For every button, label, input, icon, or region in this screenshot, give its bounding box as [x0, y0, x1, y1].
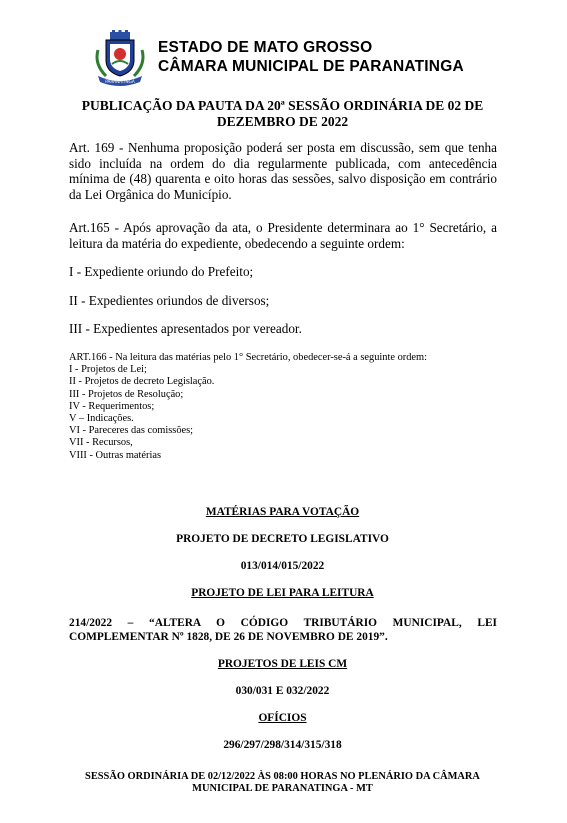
- section-heading-leis-cm: PROJETOS DE LEIS CM: [217, 658, 348, 670]
- letterhead: [92, 30, 512, 86]
- section-heading-lei-leitura: PROJETO DE LEI PARA LEITURA: [191, 587, 374, 599]
- page-title: PUBLICAÇÃO DA PAUTA DA 20ª SESSÃO ORDINÁRIA DE 02 DE DEZEMBRO DE 2022: [81, 98, 484, 129]
- section-heading-oficios: OFÍCIOS: [258, 712, 307, 724]
- section-heading-decreto: PROJETO DE DECRETO LEGISLATIVO: [176, 533, 389, 545]
- expediente-item: II - Expedientes oriundos de diversos;: [69, 293, 270, 308]
- lei-leitura-text: 214/2022 – “ALTERA O CÓDIGO TRIBUTÁRIO MUNICIPAL, LEI COMPLEMENTAR Nº 1828, DE 26 DE NOVEMBRO DE 2019”.: [69, 617, 497, 643]
- expediente-item: I - Expediente oriundo do Prefeito;: [69, 264, 254, 279]
- oficios-numbers: 296/297/298/314/315/318: [223, 739, 342, 751]
- decreto-numbers: 013/014/015/2022: [240, 560, 325, 572]
- municipal-coat-of-arms-icon: [92, 30, 148, 86]
- art-166-item: III - Projetos de Resolução;: [69, 388, 184, 400]
- art-169-paragraph: Art. 169 - Nenhuma proposição poderá ser posta em discussão, sem que tenha sido incluída na ordem do dia regularmente publicada, com antecedência mínima de (48) quarenta e oito horas das sessões, salvo disposição em contrário da Lei Orgânica do Município.: [69, 140, 497, 202]
- leis-cm-numbers: 030/031 E 032/2022: [235, 685, 330, 697]
- letterhead-state: ESTADO DE MATO GROSSO: [158, 39, 373, 56]
- art-166-item: V – Indicações.: [69, 413, 134, 425]
- art-166-list: [69, 352, 427, 462]
- art-166-intro: ART.166 - Na leitura das matérias pelo 1° Secretário, obedecer-se-á a seguinte ordem:: [69, 352, 427, 363]
- art-166-item: VI - Pareceres das comissões;: [69, 425, 194, 437]
- session-footer: SESSÃO ORDINÁRIA DE 02/12/2022 ÀS 08:00 HORAS NO PLENÁRIO DA CÂMARA MUNICIPAL DE PARANATINGA - MT: [85, 771, 480, 795]
- art-166-item: II - Projetos de decreto Legislação.: [69, 376, 215, 388]
- art-166-item: VII - Recursos,: [69, 437, 133, 449]
- art-166-item: VIII - Outras matérias: [69, 449, 162, 461]
- art-165-paragraph: Art.165 - Após aprovação da ata, o Presidente determinara ao 1° Secretário, a leitura da matéria do expediente, obedecendo a seguinte ordem:: [69, 220, 497, 251]
- art-166-item: I - Projetos de Lei;: [69, 364, 147, 376]
- art-166-item: IV - Requerimentos;: [69, 400, 155, 412]
- svg-text:PARANATINGA: PARANATINGA: [105, 79, 135, 84]
- expediente-item: III - Expedientes apresentados por vereador.: [69, 321, 302, 336]
- section-heading-votacao: MATÉRIAS PARA VOTAÇÃO: [205, 506, 360, 518]
- letterhead-chamber: CÂMARA MUNICIPAL DE PARANATINGA: [158, 58, 464, 75]
